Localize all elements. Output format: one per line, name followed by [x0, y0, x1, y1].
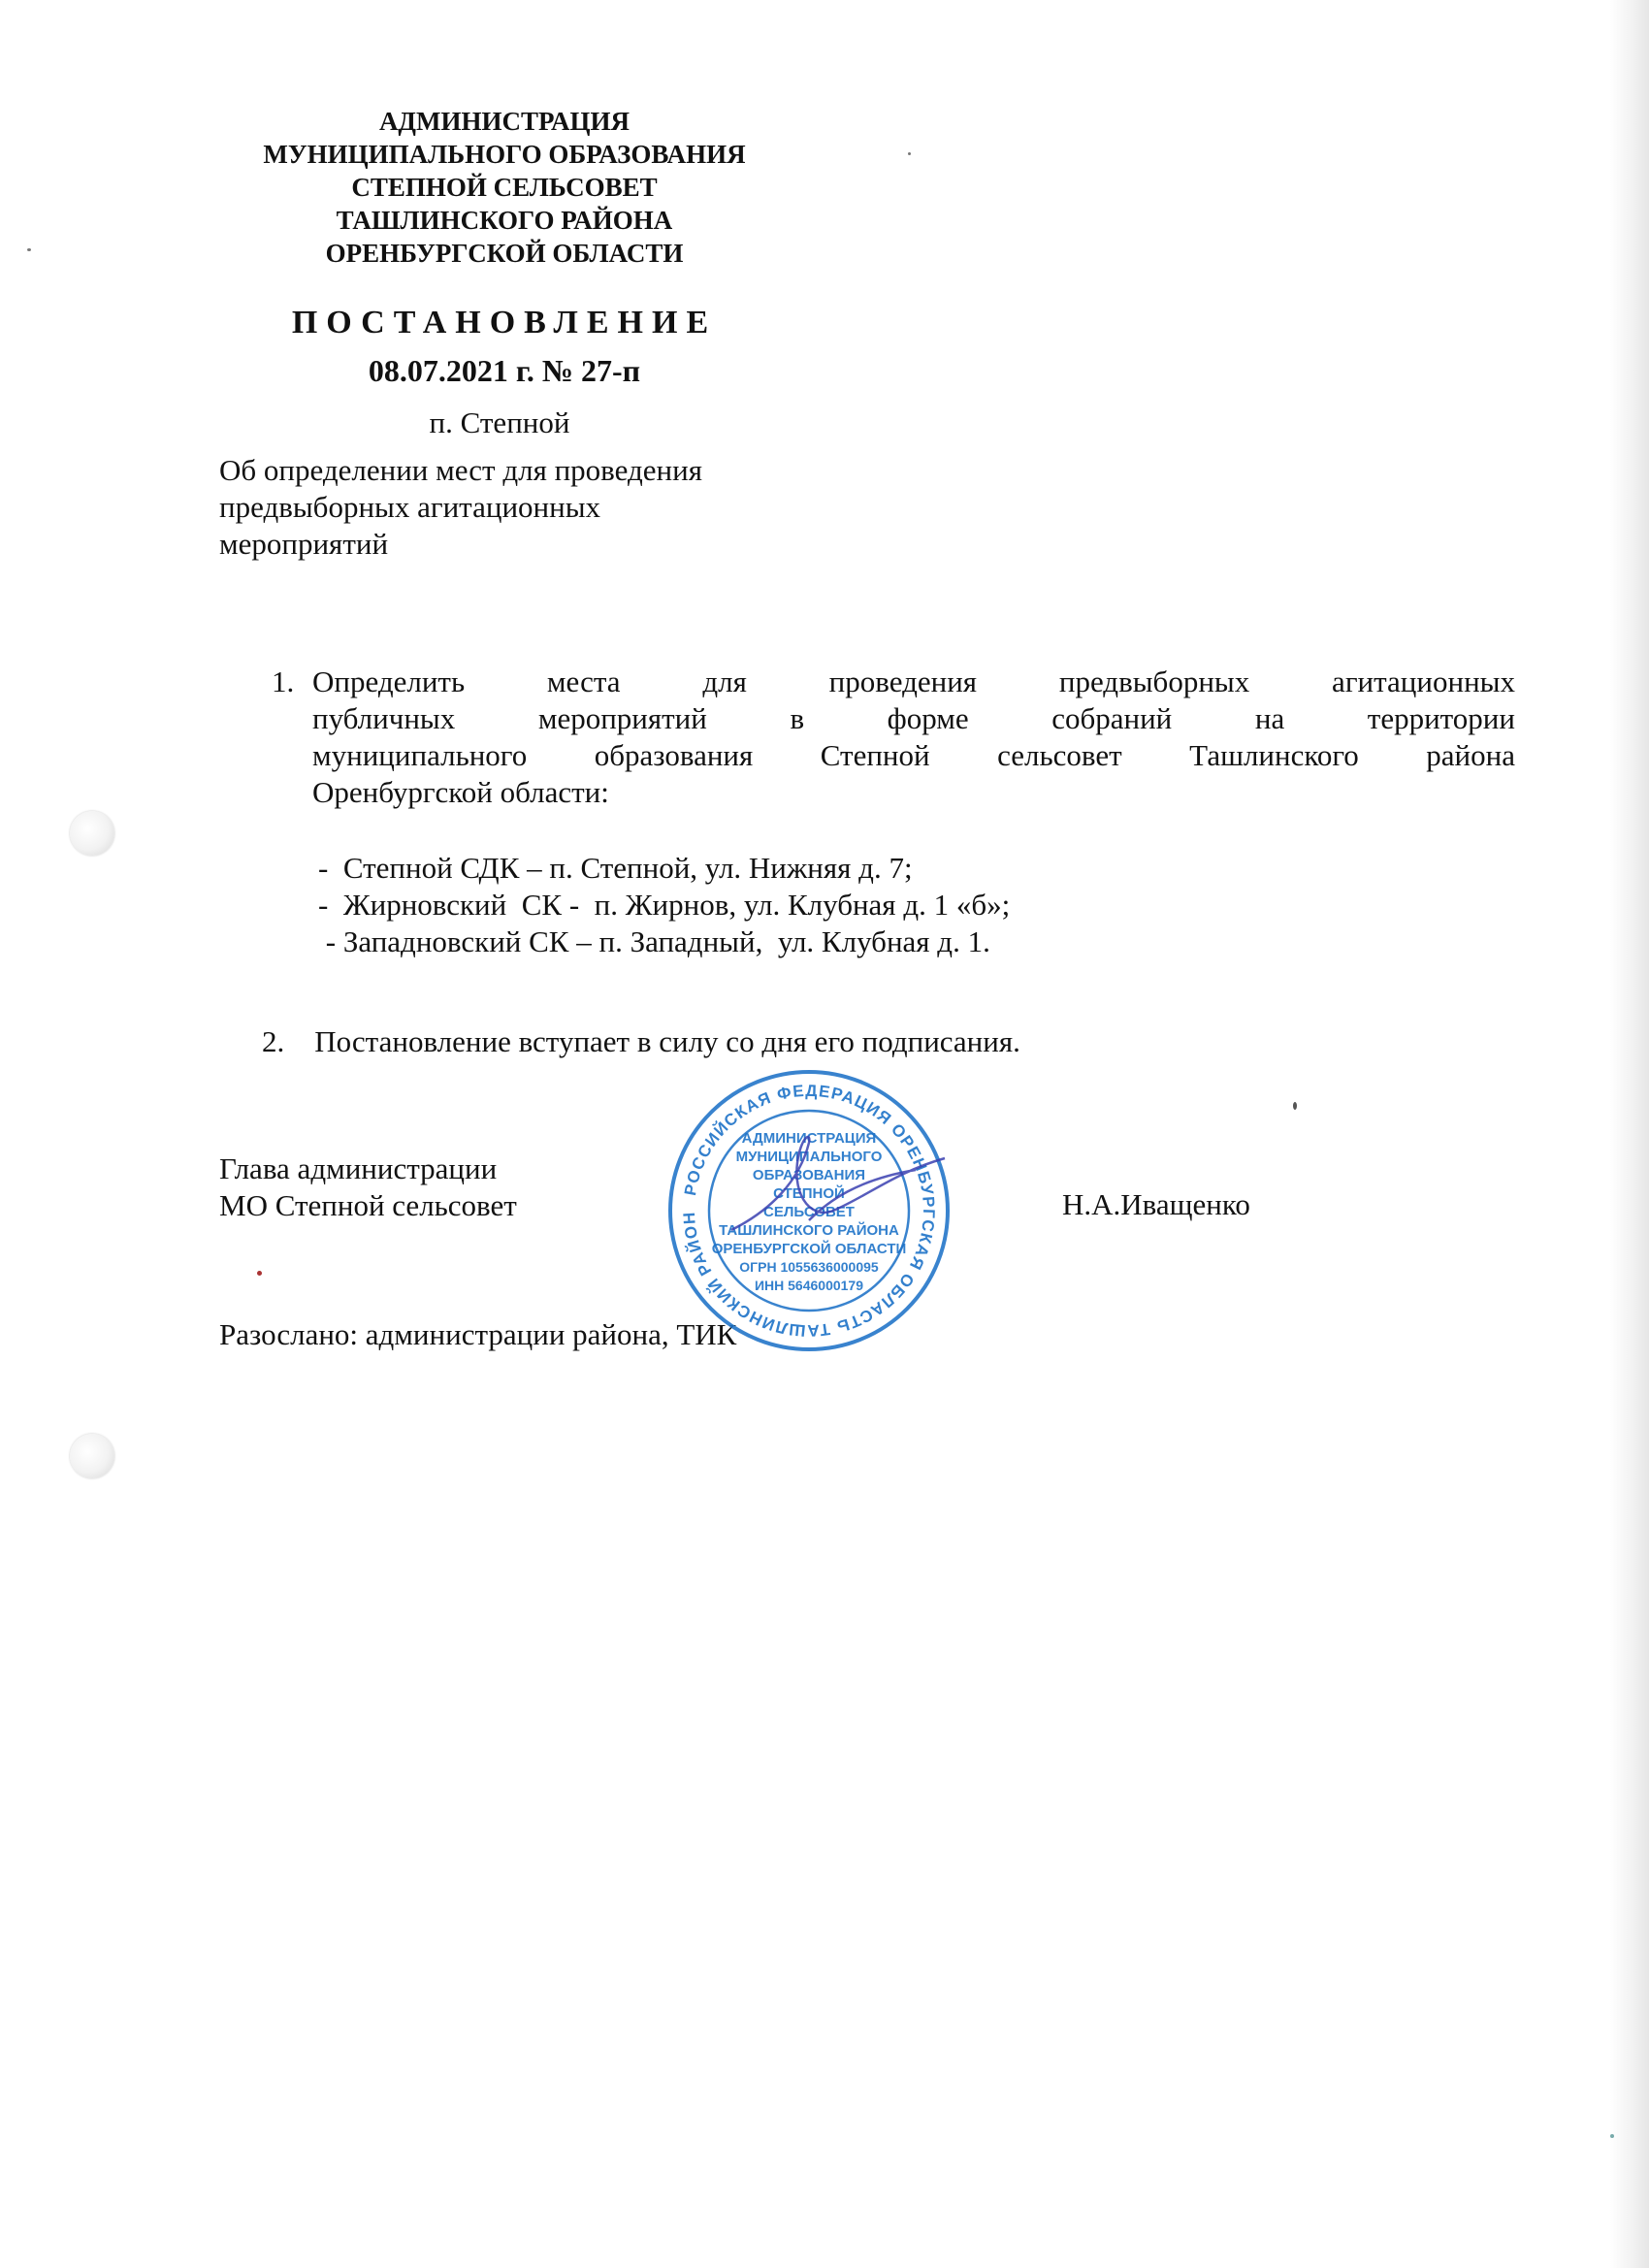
- subject-line: мероприятий: [219, 527, 389, 561]
- header-line: СТЕПНОЙ СЕЛЬСОВЕТ: [351, 173, 658, 202]
- stamp-inner-line: ТАШЛИНСКОГО РАЙОНА: [719, 1222, 899, 1239]
- scan-speck: [908, 152, 911, 155]
- stamp-inner-line: ОГРН 1055636000095: [739, 1259, 879, 1275]
- place-item: - Жирновский СК - п. Жирнов, ул. Клубная д. 1 «б»;: [318, 888, 1011, 922]
- item-1-line: Оренбургской области:: [312, 775, 609, 809]
- position-line: Глава администрации: [219, 1151, 498, 1185]
- place-item: - Западновский СК – п. Западный, ул. Клубная д. 1.: [318, 924, 990, 958]
- header-line: МУНИЦИПАЛЬНОГО ОБРАЗОВАНИЯ: [263, 140, 746, 169]
- decree-subject: [219, 452, 879, 563]
- punch-hole-top: [70, 811, 114, 856]
- item-2: 2. Постановление вступает в силу со дня его подписания.: [262, 1024, 1020, 1058]
- stamp-inner-line: ИНН 5646000179: [754, 1278, 864, 1293]
- stamp-inner-line: ОРЕНБУРГСКОЙ ОБЛАСТИ: [711, 1241, 907, 1257]
- punch-hole-bottom: [70, 1434, 114, 1478]
- places-list: [318, 850, 1288, 960]
- item-1: [274, 664, 1515, 811]
- stamp-inner-line: АДМИНИСТРАЦИЯ: [741, 1130, 877, 1147]
- stamp-inner-line: СТЕПНОЙ: [773, 1185, 845, 1202]
- subject-line: Об определении мест для проведения: [219, 453, 702, 487]
- scan-speck: [1293, 1102, 1297, 1110]
- position-line: МО Степной сельсовет: [219, 1188, 517, 1222]
- scan-edge-shadow: [1610, 0, 1649, 2268]
- header-line: АДМИНИСТРАЦИЯ: [378, 107, 630, 136]
- stamp-inner-line: СЕЛЬСОВЕТ: [763, 1204, 855, 1220]
- scan-speck: [257, 1271, 262, 1276]
- stamp-inner-line: МУНИЦИПАЛЬНОГО: [735, 1149, 883, 1165]
- organization-header: [223, 105, 786, 270]
- header-line: ТАШЛИНСКОГО РАЙОНА: [336, 206, 673, 235]
- scan-speck: [1610, 2134, 1614, 2138]
- item-1-line: муниципального образования Степной сельсовет Ташлинского района: [312, 738, 1515, 772]
- subject-line: предвыборных агитационных: [219, 490, 601, 524]
- stamp-outer-text: РОССИЙСКАЯ ФЕДЕРАЦИЯ ОРЕНБУРГСКАЯ ОБЛАСТЬ ТАШЛИНСКИЙ РАЙОН: [679, 1081, 939, 1341]
- item-1-line: публичных мероприятий в форме собраний на территории: [312, 701, 1515, 735]
- decree-place: п. Степной: [429, 405, 570, 439]
- official-stamp: [663, 1065, 954, 1356]
- item-1-number: 1.: [272, 664, 295, 698]
- place-item: - Степной СДК – п. Степной, ул. Нижняя д. 7;: [318, 851, 913, 885]
- stamp-seal: [663, 1065, 954, 1356]
- item-1-line: Определить места для проведения предвыборных агитационных: [312, 664, 1515, 698]
- signatory-name: Н.А.Иващенко: [1062, 1187, 1250, 1221]
- stamp-inner-line: ОБРАЗОВАНИЯ: [752, 1167, 866, 1183]
- distribution-list: Разослано: администрации района, ТИК: [219, 1317, 737, 1351]
- decree-date-number: 08.07.2021 г. № 27-п: [368, 353, 641, 388]
- decree-title: ПОСТАНОВЛЕНИЕ: [291, 305, 718, 340]
- scan-speck: [27, 248, 31, 251]
- header-line: ОРЕНБУРГСКОЙ ОБЛАСТИ: [325, 239, 684, 268]
- signatory-position: [219, 1150, 517, 1224]
